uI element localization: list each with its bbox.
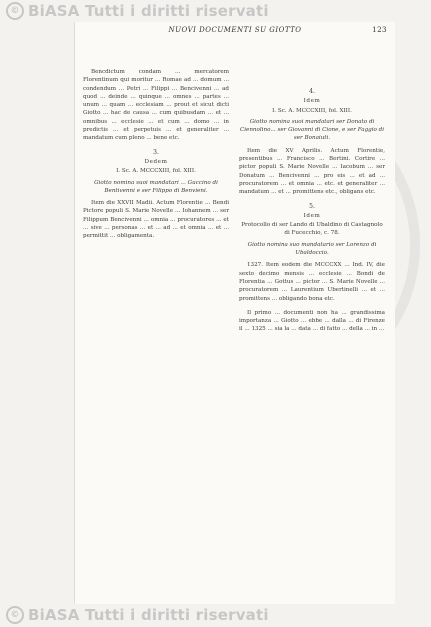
section-number: 5. — [309, 202, 315, 210]
body-paragraph: 1327. Item eodem die MCCCXX ... Ind. IV, die sexto decimo mensis ... ecclesie ... Bondi de Florentia ... Gottus ... pictor ... S. Marie Novelle ... procuratorem ... Laurentium Ubertinelli ... et ... promittens ... obligando bona etc. — [239, 262, 385, 302]
copyright-icon: © — [6, 606, 24, 624]
closing-paragraph: Il primo ... documenti non ha ... grandissima importanza ... Giotto ... ebbe ... dalla ... di Firenze il ... 1325 ... sia la ... data ... di fatto ... della ... in ... — [239, 309, 385, 333]
section-heading: Idem — [303, 212, 321, 219]
section-title: Giotto nomina suoi mandatari ... Guccino di Bentivenni e ser Filippo di Benvieni. — [94, 179, 218, 194]
section-title: Giotto nomina suo mandatario ser Lorenzo di Ubaldoccio. — [247, 241, 377, 257]
left-column — [83, 68, 229, 241]
document-page — [74, 22, 395, 604]
watermark-bottom — [0, 604, 431, 626]
section-reference: Protocollo di ser Lando di Ubaldino di Castagnolo di Fucecchio, c. 78. — [241, 222, 383, 237]
section-number: 3. — [153, 148, 159, 156]
section-reference: I. Sc. A. MCCCXIII, fol. XIII. — [272, 107, 352, 114]
section-heading: Dedem — [144, 158, 168, 165]
section-number: 4. — [309, 88, 315, 95]
watermark-top — [0, 0, 431, 22]
page-number: 123 — [372, 26, 387, 34]
running-title: NUOVI DOCUMENTI SU GIOTTO — [168, 26, 302, 34]
watermark-text: BiASA Tutti i diritti riservati — [28, 606, 269, 624]
copyright-icon: © — [6, 2, 24, 20]
watermark-text: BiASA Tutti i diritti riservati — [28, 2, 269, 20]
section-heading: Idem — [303, 98, 321, 105]
body-paragraph: Bencdictum condam ... mercatorem Florentinum qui moritur ... Romae ad ... domum ... condendum ... Petri ... Filippi ... Bencivenni ... ad quod ... deinde ... quinque ... omnes ... partes ... unum ... quam ... ecclesiam ... prout et sicut dicti Giotto ... hac de causa ... cum quibusdam ... et ... omnibus ... ecclesie ... et cum ... domo ... in predictis ... et perpetuis ... et generaliter ... mandatum cum pleno ... bene etc. — [83, 69, 229, 142]
body-paragraph: Item die XV Aprilis. Actum Florentie, presentibus ... Francisco ... Bertini. Cortire ... pictor populi S. Marie Novelle ... Iacobum ... ser Donatum ... Bencivenni ... pro eis ... et ad ... procuratorem ... et omnia ... etc. et generaliter ... mandatum ... et ... promittens etc., obligans etc. — [239, 147, 385, 196]
section-title: Giotto nomina suoi mandatari ser Donato di Ciennolino... ser Giovanni di Cione, e ser Faggio di ser Bonaiuti. — [239, 118, 385, 142]
running-head — [83, 26, 387, 38]
right-column — [239, 82, 385, 334]
body-paragraph: Item die XXVII Madii. Actum Florentie ... Bendi Pictore populi S. Marie Novelle ... Iohannem ... ser Filippum Bencivenni ... omnia ... procuratores ... et ... sive ... personas ... et ... ad ... et omnia ... et ... permittit ... obligamenta. — [83, 200, 229, 240]
section-reference: I. Sc. A. MCCCXIII, fol. XIII. — [116, 168, 196, 175]
